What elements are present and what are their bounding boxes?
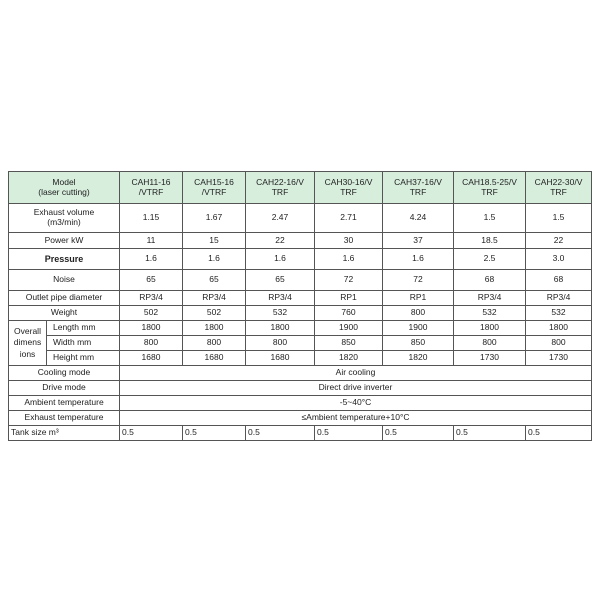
value-cell: 1.6 xyxy=(120,249,183,270)
value-cell: 0.5 xyxy=(526,426,592,441)
dimensions-label: ions xyxy=(19,348,36,359)
value-cell: 2.5 xyxy=(454,249,526,270)
value-cell: RP3/4 xyxy=(454,291,526,306)
value-cell: 800 xyxy=(120,336,183,351)
length-row xyxy=(9,321,592,336)
noise-row xyxy=(9,270,592,291)
value-cell: 1800 xyxy=(526,321,592,336)
dimensions-label: dimens xyxy=(13,337,42,348)
model-name: CAH22-16/V xyxy=(256,176,304,187)
model-cell xyxy=(315,172,383,204)
weight-row xyxy=(9,306,592,321)
value-cell: 11 xyxy=(120,233,183,249)
value-cell: 1.5 xyxy=(454,204,526,233)
exhaust-volume-row xyxy=(9,204,592,233)
value-cell: RP1 xyxy=(383,291,454,306)
value-cell: 1.6 xyxy=(183,249,246,270)
model-name-suffix: /VTRF xyxy=(138,186,164,197)
model-name: CAH11-16 xyxy=(131,176,171,187)
model-cell xyxy=(183,172,246,204)
model-name-suffix: TRF xyxy=(550,186,567,197)
row-label: Exhaust temperature xyxy=(9,411,120,426)
value-cell: 3.0 xyxy=(526,249,592,270)
model-name-suffix: /VTRF xyxy=(201,186,227,197)
value-cell: 72 xyxy=(383,270,454,291)
model-sublabel: (laser cutting) xyxy=(38,186,90,197)
value-cell: RP3/4 xyxy=(120,291,183,306)
value-cell: 1820 xyxy=(315,351,383,366)
power-row xyxy=(9,233,592,249)
model-name: CAH22-30/V xyxy=(534,176,583,187)
value-cell: 850 xyxy=(383,336,454,351)
row-label: Noise xyxy=(9,270,120,291)
value-cell: 800 xyxy=(526,336,592,351)
value-cell: 800 xyxy=(246,336,315,351)
value-cell: 37 xyxy=(383,233,454,249)
value-cell: 65 xyxy=(246,270,315,291)
value-cell: 72 xyxy=(315,270,383,291)
value-cell: 800 xyxy=(183,336,246,351)
model-name-suffix: TRF xyxy=(481,186,498,197)
value-cell: 0.5 xyxy=(120,426,183,441)
value-cell: 1730 xyxy=(526,351,592,366)
spec-table xyxy=(8,171,592,441)
value-cell: 1800 xyxy=(183,321,246,336)
model-header-row xyxy=(9,172,592,204)
value-cell: 0.5 xyxy=(383,426,454,441)
model-cell xyxy=(454,172,526,204)
model-name: CAH30-16/V xyxy=(324,176,373,187)
model-label: Model xyxy=(52,176,76,187)
value-cell: 4.24 xyxy=(383,204,454,233)
drive-mode-value: Direct drive inverter xyxy=(120,381,592,396)
exhaust-temperature-value: ≤Ambient temperature+10°C xyxy=(120,411,592,426)
row-label: Outlet pipe diameter xyxy=(9,291,120,306)
value-cell: 1800 xyxy=(120,321,183,336)
value-cell: 1.6 xyxy=(383,249,454,270)
model-cell xyxy=(246,172,315,204)
value-cell: 1800 xyxy=(246,321,315,336)
dimensions-label: Overall xyxy=(14,325,41,336)
model-name-suffix: TRF xyxy=(271,186,289,197)
value-cell: 1680 xyxy=(246,351,315,366)
row-label: Weight xyxy=(9,306,120,321)
value-cell: 2.47 xyxy=(246,204,315,233)
value-cell: 1800 xyxy=(454,321,526,336)
height-row xyxy=(9,351,592,366)
value-cell: 1900 xyxy=(383,321,454,336)
exhaust-temperature-row xyxy=(9,411,592,426)
value-cell: 800 xyxy=(383,306,454,321)
value-cell: 1.5 xyxy=(526,204,592,233)
model-name: CAH18.5-25/V xyxy=(462,176,517,187)
value-cell: 0.5 xyxy=(183,426,246,441)
length-label: Length mm xyxy=(47,321,120,336)
row-label: Pressure xyxy=(9,249,120,270)
value-cell: 502 xyxy=(120,306,183,321)
overall-dimensions-label-cell xyxy=(9,321,47,366)
value-cell: 532 xyxy=(454,306,526,321)
value-cell: 1680 xyxy=(120,351,183,366)
model-cell xyxy=(120,172,183,204)
value-cell: 1.6 xyxy=(246,249,315,270)
value-cell: 68 xyxy=(454,270,526,291)
width-label: Width mm xyxy=(47,336,120,351)
value-cell: RP1 xyxy=(315,291,383,306)
value-cell: 2.71 xyxy=(315,204,383,233)
value-cell: RP3/4 xyxy=(526,291,592,306)
row-label: Cooling mode xyxy=(9,366,120,381)
value-cell: 22 xyxy=(526,233,592,249)
value-cell: 15 xyxy=(183,233,246,249)
value-cell: 1820 xyxy=(383,351,454,366)
value-cell: 532 xyxy=(246,306,315,321)
cooling-mode-value: Air cooling xyxy=(120,366,592,381)
value-cell: 1.67 xyxy=(183,204,246,233)
row-label: Tank size m³ xyxy=(9,426,120,441)
value-cell: 30 xyxy=(315,233,383,249)
model-name: CAH37-16/V xyxy=(394,176,442,187)
value-cell: 800 xyxy=(454,336,526,351)
drive-mode-row xyxy=(9,381,592,396)
value-cell: 68 xyxy=(526,270,592,291)
model-label-cell xyxy=(9,172,120,204)
row-label-cell xyxy=(9,204,120,233)
ambient-temperature-value: -5~40°C xyxy=(120,396,592,411)
row-label: Exhaust volume xyxy=(33,207,95,218)
value-cell: 532 xyxy=(526,306,592,321)
width-row xyxy=(9,336,592,351)
outlet-pipe-row xyxy=(9,291,592,306)
value-cell: 760 xyxy=(315,306,383,321)
value-cell: 502 xyxy=(183,306,246,321)
pressure-row xyxy=(9,249,592,270)
value-cell: 850 xyxy=(315,336,383,351)
value-cell: RP3/4 xyxy=(246,291,315,306)
cooling-mode-row xyxy=(9,366,592,381)
value-cell: 0.5 xyxy=(246,426,315,441)
value-cell: 1680 xyxy=(183,351,246,366)
value-cell: 1730 xyxy=(454,351,526,366)
value-cell: 0.5 xyxy=(454,426,526,441)
model-name-suffix: TRF xyxy=(409,186,427,197)
row-label: Ambient temperature xyxy=(9,396,120,411)
row-unit: (m3/min) xyxy=(47,217,81,227)
row-label: Drive mode xyxy=(9,381,120,396)
value-cell: 1.15 xyxy=(120,204,183,233)
value-cell: 65 xyxy=(183,270,246,291)
value-cell: RP3/4 xyxy=(183,291,246,306)
value-cell: 1900 xyxy=(315,321,383,336)
value-cell: 65 xyxy=(120,270,183,291)
model-cell xyxy=(383,172,454,204)
model-name-suffix: TRF xyxy=(340,186,357,197)
height-label: Height mm xyxy=(47,351,120,366)
tank-size-row xyxy=(9,426,592,441)
row-label: Power kW xyxy=(9,233,120,249)
value-cell: 1.6 xyxy=(315,249,383,270)
value-cell: 0.5 xyxy=(315,426,383,441)
model-name: CAH15-16 xyxy=(194,176,234,187)
value-cell: 22 xyxy=(246,233,315,249)
ambient-temperature-row xyxy=(9,396,592,411)
value-cell: 18.5 xyxy=(454,233,526,249)
model-cell xyxy=(526,172,592,204)
